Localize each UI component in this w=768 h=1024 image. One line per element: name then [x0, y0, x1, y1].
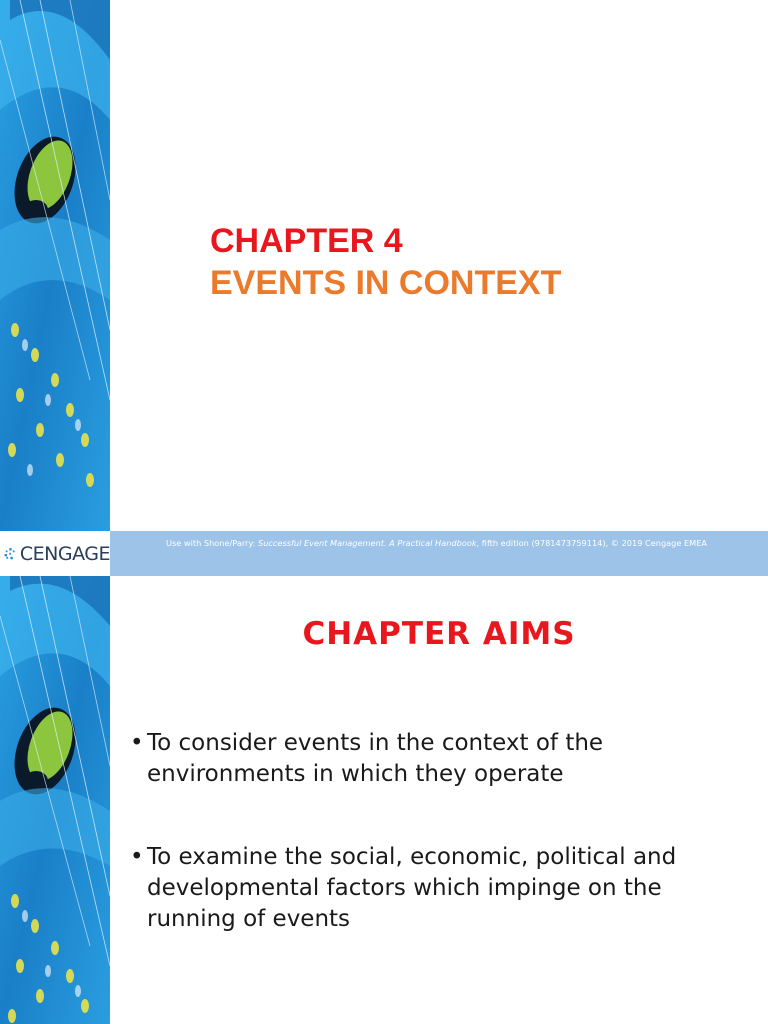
- aims-list: [130, 728, 740, 987]
- list-item-text: To examine the social, economic, political and developmental factors which impinge on the running of events: [147, 844, 677, 932]
- footer-bar: [0, 531, 768, 576]
- copyright-text: [166, 538, 707, 548]
- list-item: [130, 728, 740, 790]
- bullet-icon: •: [130, 730, 144, 756]
- balloon-side-image: [0, 0, 110, 531]
- chapter-title: [210, 220, 561, 304]
- copyright-suffix: , fifth edition (9781473759114), © 2019 Cengage EMEA: [476, 538, 708, 548]
- cengage-logo-icon: [4, 543, 17, 565]
- balloon-illustration: [0, 0, 110, 531]
- balloon-side-image: [0, 576, 110, 1024]
- bullet-icon: •: [130, 844, 144, 870]
- book-title: Successful Event Management. A Practical Handbook: [258, 538, 477, 548]
- page-title: CHAPTER AIMS: [302, 616, 576, 652]
- chapter-name: EVENTS IN CONTEXT: [210, 264, 562, 302]
- logo-text: CENGAGE: [19, 542, 110, 565]
- list-item: [130, 842, 740, 935]
- balloon-illustration: [0, 576, 110, 1024]
- copyright-prefix: Use with Shone/Parry:: [166, 538, 259, 548]
- chapter-number: CHAPTER 4: [210, 222, 403, 260]
- cengage-logo: [0, 531, 110, 576]
- slide-chapter-aims: [0, 576, 768, 1024]
- list-item-text: To consider events in the context of the environments in which they operate: [147, 730, 604, 787]
